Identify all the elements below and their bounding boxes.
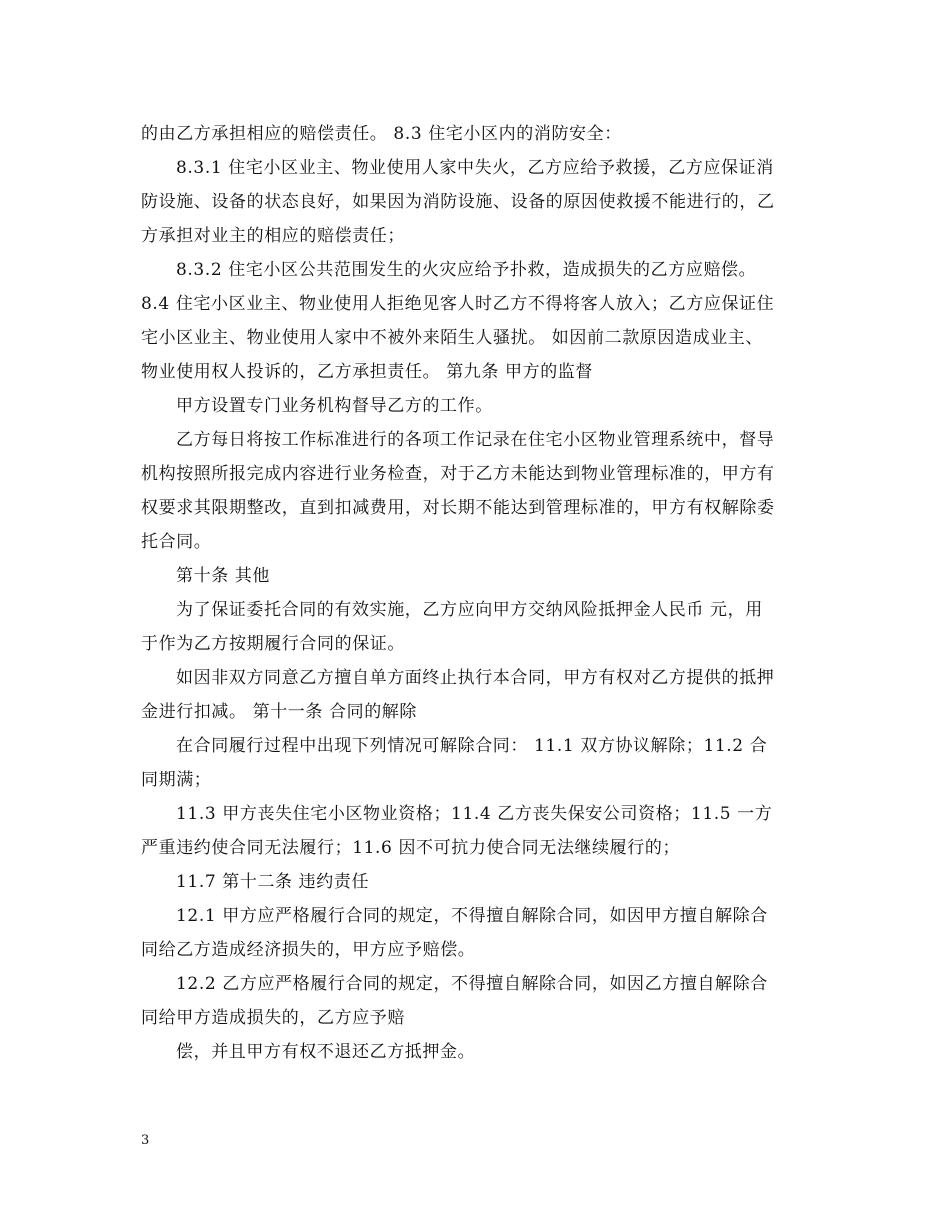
text-line: 8.3.2 住宅小区公共范围发生的火灾应给予扑救，造成损失的乙方应赔偿。 — [176, 260, 757, 280]
text-line: 11.7 第十二条 违约责任 — [176, 872, 370, 892]
text-line: 机构按照所报完成内容进行业务检查，对于乙方未能达到物业管理标准的，甲方有 — [141, 464, 775, 484]
text-line: 的由乙方承担相应的赔偿责任。 8.3 住宅小区内的消防安全： — [141, 124, 622, 144]
text-line: 同给甲方造成损失的，乙方应予赔 — [141, 1008, 405, 1028]
text-line: 12.2 乙方应严格履行合同的规定，不得擅自解除合同，如因乙方擅自解除合 — [176, 974, 768, 994]
text-line: 偿，并且甲方有权不退还乙方抵押金。 — [176, 1042, 476, 1062]
text-line: 如因非双方同意乙方擅自单方面终止执行本合同，甲方有权对乙方提供的抵押 — [176, 668, 775, 688]
text-line: 方承担对业主的相应的赔偿责任； — [141, 226, 405, 246]
text-line: 11.3 甲方丧失住宅小区物业资格；11.4 乙方丧失保安公司资格；11.5 一方 — [176, 804, 773, 824]
document-body — [141, 117, 813, 1069]
text-line: 同期满； — [141, 770, 212, 790]
text-line: 托合同。 — [141, 532, 212, 552]
text-line: 乙方每日将按工作标准进行的各项工作记录在住宅小区物业管理系统中，督导 — [176, 430, 775, 450]
text-line: 严重违约使合同无法履行；11.6 因不可抗力使合同无法继续履行的； — [141, 838, 681, 858]
text-line: 8.4 住宅小区业主、物业使用人拒绝见客人时乙方不得将客人放入；乙方应保证住 — [141, 294, 775, 314]
text-line: 第十条 其他 — [176, 566, 271, 586]
text-line: 12.1 甲方应严格履行合同的规定，不得擅自解除合同，如因甲方擅自解除合 — [176, 906, 768, 926]
page-number: 3 — [141, 1133, 150, 1148]
text-line: 同给乙方造成经济损失的，甲方应予赔偿。 — [141, 940, 476, 960]
text-line: 宅小区业主、物业使用人家中不被外来陌生人骚扰。 如因前二款原因造成业主、 — [141, 328, 764, 348]
text-line: 防设施、设备的状态良好，如果因为消防设施、设备的原因使救援不能进行的，乙 — [141, 192, 775, 212]
text-line: 在合同履行过程中出现下列情况可解除合同： 11.1 双方协议解除；11.2 合 — [176, 736, 768, 756]
text-line: 金进行扣减。 第十一条 合同的解除 — [141, 702, 418, 722]
text-line: 权要求其限期整改，直到扣减费用，对长期不能达到管理标准的，甲方有权解除委 — [141, 498, 775, 518]
text-line: 为了保证委托合同的有效实施，乙方应向甲方交纳风险抵押金人民币 元，用 — [176, 600, 763, 620]
text-line: 物业使用权人投诉的，乙方承担责任。 第九条 甲方的监督 — [141, 362, 594, 382]
text-line: 8.3.1 住宅小区业主、物业使用人家中失火，乙方应给予救援，乙方应保证消 — [176, 158, 774, 178]
text-line: 于作为乙方按期履行合同的保证。 — [141, 634, 405, 654]
text-line: 甲方设置专门业务机构督导乙方的工作。 — [176, 396, 493, 416]
